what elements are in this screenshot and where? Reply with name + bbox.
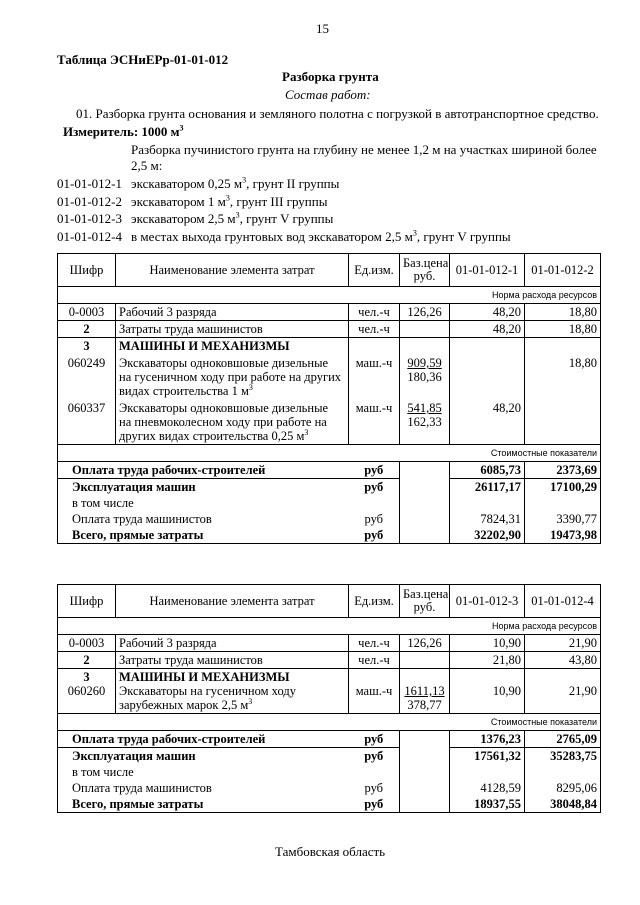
intro-line-2: 2,5 м: <box>131 158 163 173</box>
cost-row: Всего, прямые затраты руб 32202,90 19473,98 <box>58 527 601 544</box>
header-code: Шифр <box>58 254 116 287</box>
cost-row: Всего, прямые затраты руб 18937,55 38048,84 <box>58 796 601 813</box>
table-row: 2 Затраты труда машинистов чел.-ч 48,20 18,80 <box>58 321 601 338</box>
header-name: Наименование элемента затрат <box>116 585 349 618</box>
table-row: 2 Затраты труда машинистов чел.-ч 21,80 43,80 <box>58 652 601 669</box>
cost-row: в том числе <box>58 764 601 780</box>
table-row: 3 060260 МАШИНЫ И МЕХАНИЗМЫ Экскаваторы на гусеничном ходу зарубежных марок 2,5 $м^3$ маш.-ч 1611,13 378,77 10,90 21,90 <box>58 669 601 714</box>
header-unit: Ед.изм. <box>349 585 400 618</box>
norm-label: Норма расхода ресурсов <box>58 618 601 635</box>
cost-row: Эксплуатация машин руб 26117,17 17100,29 <box>58 479 601 496</box>
header-col-a: 01-01-012-3 <box>450 585 525 618</box>
work-item: 01. Разборка грунта основания и земляного полотна с погрузкой в автотранспортное средство. <box>76 106 599 121</box>
cost-row: Оплата труда рабочих-строителей руб 1376,23 2765,09 <box>58 731 601 748</box>
table-code: Таблица ЭСНиЕРр-01-01-012 <box>57 52 229 67</box>
cost-row: Эксплуатация машин руб 17561,32 35283,75 <box>58 748 601 765</box>
cost-row: Оплата труда рабочих-строителей руб 6085,73 2373,69 <box>58 462 601 479</box>
cost-label: Стоимостные показатели <box>58 445 601 462</box>
position-desc: экскаватором 0,25 $м^3$, грунт II группы <box>131 175 340 191</box>
cost-row: Оплата труда машинистов руб 4128,59 8295,06 <box>58 780 601 796</box>
position-desc: в местах выхода грунтовых вод экскаватором 2,5 $м^3$, грунт V группы <box>131 228 511 244</box>
table-row: 3 060249 060337 МАШИНЫ И МЕХАНИЗМЫ Экскаваторы одноковшовые дизельные на гусеничном ходу при работе на других видах строительства 1 $м^3$ Экскаваторы одноковшовые дизельные на пневмоколесном ходу при работе на других видах строительства 0,25 $м^3$ маш.-ч маш.-ч 909,59 180,36 541,85 162,33 48,20 18,80 <box>58 338 601 445</box>
position-item: 01-01-012-2 <box>57 194 122 209</box>
header-price: Баз.цена руб. <box>400 585 450 618</box>
table-row: 0-0003 Рабочий 3 разряда чел.-ч 126,26 10,90 21,90 <box>58 635 601 652</box>
resource-table-1 <box>57 253 601 544</box>
norm-label: Норма расхода ресурсов <box>58 287 601 304</box>
intro-line-1: Разборка пучинистого грунта на глубину не менее 1,2 м на участках шириной более <box>131 142 597 157</box>
header-name: Наименование элемента затрат <box>116 254 349 287</box>
header-price: Баз.цена руб. <box>400 254 450 287</box>
footer-region: Тамбовская область <box>275 844 386 859</box>
position-desc: экскаватором 2,5 $м^3$, грунт V группы <box>131 210 334 226</box>
header-col-a: 01-01-012-1 <box>450 254 525 287</box>
cost-row: Оплата труда машинистов руб 7824,31 3390,77 <box>58 511 601 527</box>
header-code: Шифр <box>58 585 116 618</box>
works-title: Состав работ: <box>285 87 371 102</box>
position-item: 01-01-012-3 <box>57 211 122 226</box>
section-title: Разборка грунта <box>282 69 379 84</box>
table-row: 0-0003 Рабочий 3 разряда чел.-ч 126,26 48,20 18,80 <box>58 304 601 321</box>
cost-row: в том числе <box>58 495 601 511</box>
meter: Измеритель: 1000 $м^3$ <box>63 123 184 139</box>
cost-label: Стоимостные показатели <box>58 714 601 731</box>
resource-table-2 <box>57 584 601 813</box>
header-unit: Ед.изм. <box>349 254 400 287</box>
header-col-b: 01-01-012-4 <box>525 585 601 618</box>
position-item: 01-01-012-4 <box>57 229 122 244</box>
position-desc: экскаватором 1 $м^3$, грунт III группы <box>131 193 328 209</box>
page-number: 15 <box>316 21 329 36</box>
header-col-b: 01-01-012-2 <box>525 254 601 287</box>
position-item: 01-01-012-1 <box>57 176 122 191</box>
